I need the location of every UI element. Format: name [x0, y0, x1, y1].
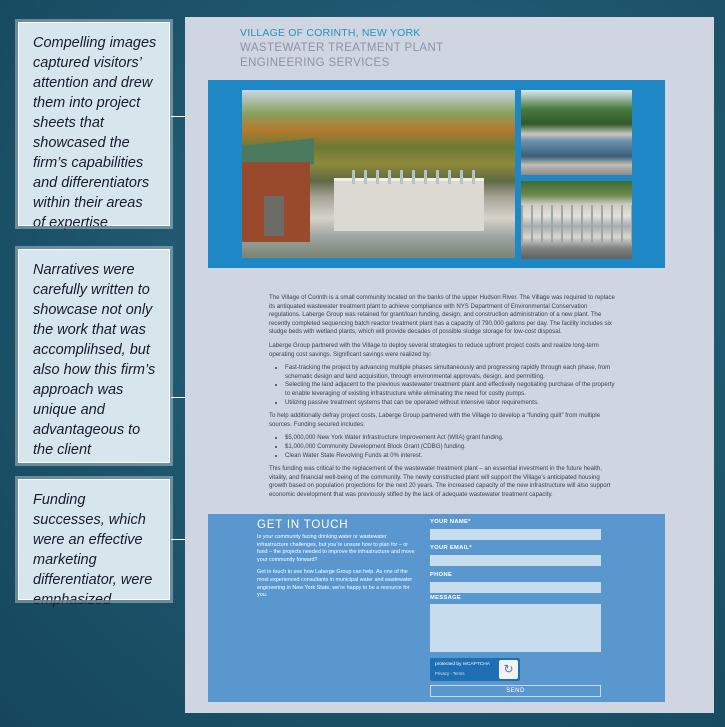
funding-list [269, 434, 619, 460]
callout-funding [18, 479, 170, 608]
message-label: MESSAGE [430, 595, 462, 601]
callout-narratives [18, 249, 170, 463]
callout-funding-text: Funding successes, which were an effective marketing differentiator, were emphasized [33, 492, 153, 608]
savings-list [269, 364, 619, 407]
project-narrative [269, 294, 619, 504]
email-input[interactable] [430, 555, 601, 566]
contact-paragraph: Get in touch to see how Laberge Group can help. As one of the most experienced consultants in municipal water and wastewater engineering in New York State, we’re happy to be a resource for you. [257, 569, 413, 599]
treatment-plant-photo[interactable] [242, 90, 515, 258]
list-item: • $1,000,000 Community Development Block Grant (CDBG) funding. [285, 443, 619, 452]
phone-input[interactable] [430, 582, 601, 593]
project-title-line1: WASTEWATER TREATMENT PLANT [240, 42, 444, 54]
tank-walkway-photo[interactable] [521, 181, 632, 259]
project-title [240, 41, 444, 71]
list-item: • Fast-tracking the project by advancing multiple phases simultaneously and progressing rapidly through each phase, from schematic design and land acquisition, through environmental approvals, design, and permitting. [285, 364, 619, 381]
callout-images [18, 22, 170, 231]
contact-paragraph: Is your community facing drinking water or wastewater infrastructure challenges, but you’re unsure how to plan for – or fund – the projects needed to improve the infrastructure and move your community forward? [257, 534, 415, 563]
message-textarea[interactable] [430, 604, 601, 652]
project-sheet [185, 17, 714, 713]
name-label: YOUR NAME* [430, 519, 471, 525]
callout-images-text: Compelling images captured visitors’ attention and drew them into project sheets that showcased the firm’s capabilities and differentiators within their areas of expertise [33, 35, 157, 231]
treatment-tank [334, 178, 484, 231]
list-item: • Utilizing passive treatment systems that can be operated without intensive labor requirements. [285, 399, 619, 408]
clarifier-basin-photo[interactable] [521, 90, 632, 175]
recaptcha-links[interactable]: Privacy - Terms [435, 671, 465, 676]
list-item: • $5,000,000 New York Water Infrastructure Improvement Act (WIIA) grant funding. [285, 434, 619, 443]
contact-heading: GET IN TOUCH [257, 519, 349, 531]
list-item: • Selecting the land adjacent to the previous wastewater treatment plant and effectively negotiating purchase of the property to enable leveraging of existing infrastructure while eliminating the need for costly pumps. [285, 381, 619, 398]
recaptcha-icon: ↻ [499, 660, 518, 679]
project-location: VILLAGE OF CORINTH, NEW YORK [240, 27, 421, 39]
email-label: YOUR EMAIL* [430, 545, 472, 551]
tank-railings [352, 170, 482, 184]
contact-section [208, 514, 665, 702]
name-input[interactable] [430, 529, 601, 540]
phone-label: PHONE [430, 572, 453, 578]
walkway-railings [521, 205, 632, 245]
narrative-paragraph: To help additionally defray project costs, Laberge Group partnered with the Village to develop a “funding quilt” from multiple sources. Funding secured includes: [269, 412, 601, 428]
recaptcha-text: protected by reCAPTCHA [435, 662, 490, 667]
narrative-paragraph: Laberge Group partnered with the Village to deploy several strategies to reduce upfront project costs and realize long-term operating cost savings. Significant savings were realized by: [269, 341, 599, 358]
send-button[interactable]: SEND [430, 685, 601, 697]
building-door [264, 196, 284, 236]
narrative-paragraph: This funding was critical to the replacement of the wastewater treatment plant – an essential investment in the future health, vitality, and financial well-being of the community. The newly constructed plant will support the Village’s anticipated housing growth based on population projections for the next 20 years. The increased capacity of the new infrastructure will also support economic development that was previously stifled by the lack of adequate wastewater treatment capacity. [269, 465, 611, 498]
narrative-paragraph: The Village of Corinth is a small community located on the banks of the upper Hudson River. The Village was required to replace its antiquated wastewater treatment plant to achieve compliance with NYS Department of Environmental Conservation regulations. Laberge Group was retained for grant/loan funding, design, and construction administration of a new plant. The recently completed sequencing batch reactor treatment plant has a capacity of 790,000 gallons per day. The facility includes six sludge beds with wetland plants, which will provide decades of possible sludge storage for low-cost disposal. [269, 294, 615, 336]
project-title-line2: ENGINEERING SERVICES [240, 57, 390, 69]
list-item: • Clean Water State Revolving Funds at 0% interest. [285, 452, 619, 461]
photo-gallery [208, 80, 665, 268]
callout-narratives-text: Narratives were carefully written to showcase not only the work that was accomplihsed, but also how this firm’s approach was unique and advantageous to the client [33, 262, 156, 458]
contact-intro [257, 534, 419, 605]
recaptcha-badge[interactable] [430, 658, 520, 681]
